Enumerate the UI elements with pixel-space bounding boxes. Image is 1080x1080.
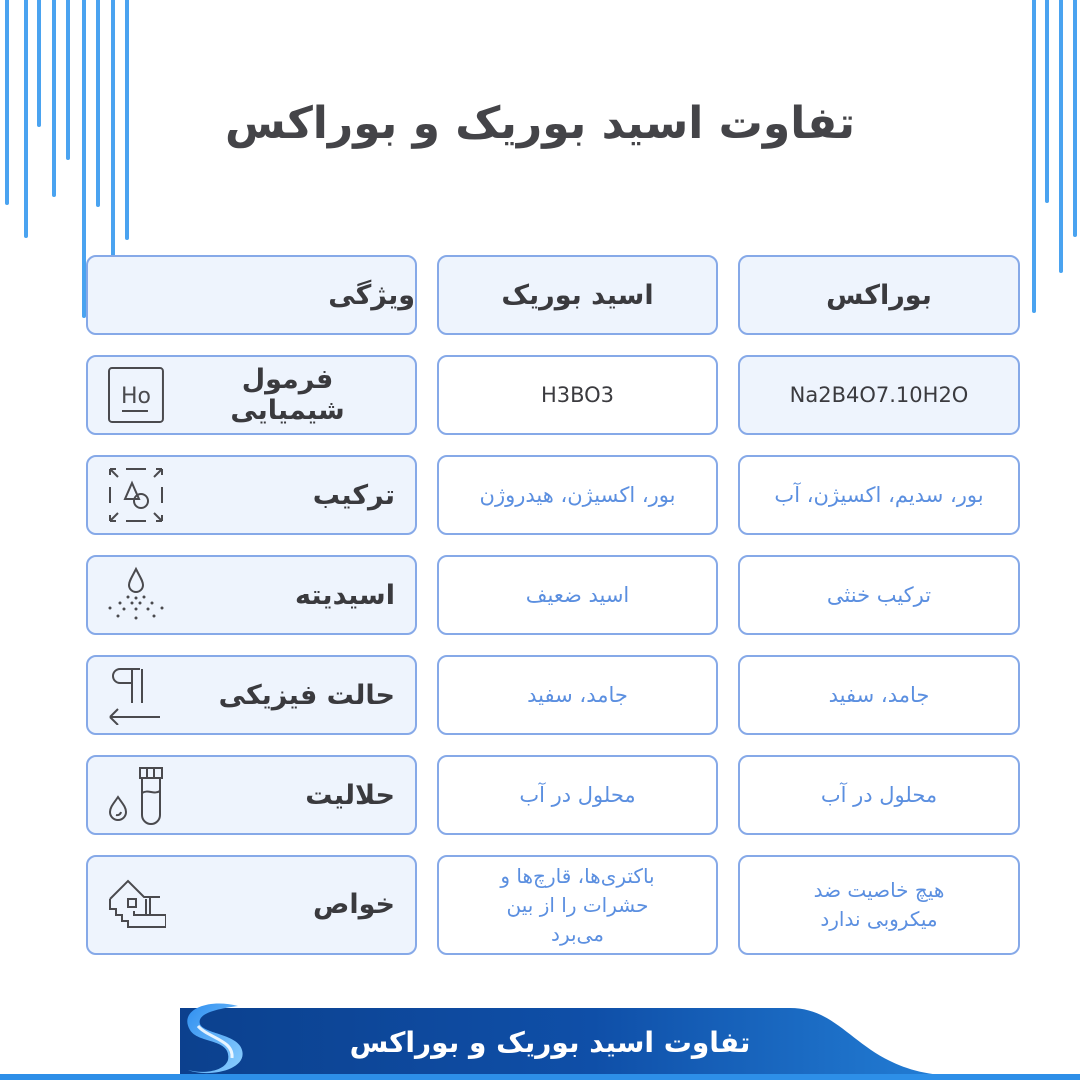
feature-cell-physical-state	[86, 655, 417, 735]
s-swoosh-logo	[168, 998, 258, 1078]
borax-composition: بور، سدیم، اکسیژن، آب	[738, 455, 1020, 535]
feature-cell-solubility	[86, 755, 417, 835]
feature-cell-properties	[86, 855, 417, 955]
feature-label: ترکیب	[312, 479, 395, 511]
feature-label: فرمول شیمیایی	[230, 364, 345, 426]
page-title: تفاوت اسید بوریک و بوراکس	[225, 98, 855, 149]
borax-properties: هیچ خاصیت ضد میکروبی ندارد	[738, 855, 1020, 955]
feature-label: خواص	[313, 889, 395, 921]
header-borax: بوراکس	[738, 255, 1020, 335]
feature-label: اسیدیته	[295, 579, 395, 611]
comparison-table	[86, 255, 1020, 975]
deco-line	[1032, 0, 1036, 313]
boric-acid-acidity: اسید ضعیف	[437, 555, 718, 635]
boric-acid-composition: بور، اکسیژن، هیدروژن	[437, 455, 718, 535]
test-tube-drop-icon	[106, 765, 166, 825]
boric-acid-formula: H3BO3	[437, 355, 718, 435]
header-feature: ویژگی	[86, 255, 417, 335]
feature-cell-formula	[86, 355, 417, 435]
composition-shapes-icon	[106, 465, 166, 525]
pilcrow-arrow-icon	[106, 665, 166, 725]
borax-formula: Na2B4O7.10H2O	[738, 355, 1020, 435]
feature-label: حلالیت	[305, 779, 395, 811]
boric-acid-solubility: محلول در آب	[437, 755, 718, 835]
borax-physical-state: جامد، سفید	[738, 655, 1020, 735]
svg-text:Ho: Ho	[120, 383, 151, 409]
header-boric-acid: اسید بوریک	[437, 255, 718, 335]
acid-drop-icon	[106, 565, 166, 625]
feature-label: حالت فیزیکی	[218, 679, 395, 711]
boric-acid-physical-state: جامد، سفید	[437, 655, 718, 735]
feature-cell-acidity	[86, 555, 417, 635]
boric-acid-properties: باکتری‌ها، قارچ‌ها و حشرات را از بین می‌برد	[437, 855, 718, 955]
element-symbol-icon	[106, 365, 166, 425]
feature-cell-composition	[86, 455, 417, 535]
house-stairs-icon	[106, 875, 166, 935]
borax-acidity: ترکیب خنثی	[738, 555, 1020, 635]
borax-solubility: محلول در آب	[738, 755, 1020, 835]
banner-title: تفاوت اسید بوریک و بوراکس	[349, 1026, 751, 1059]
